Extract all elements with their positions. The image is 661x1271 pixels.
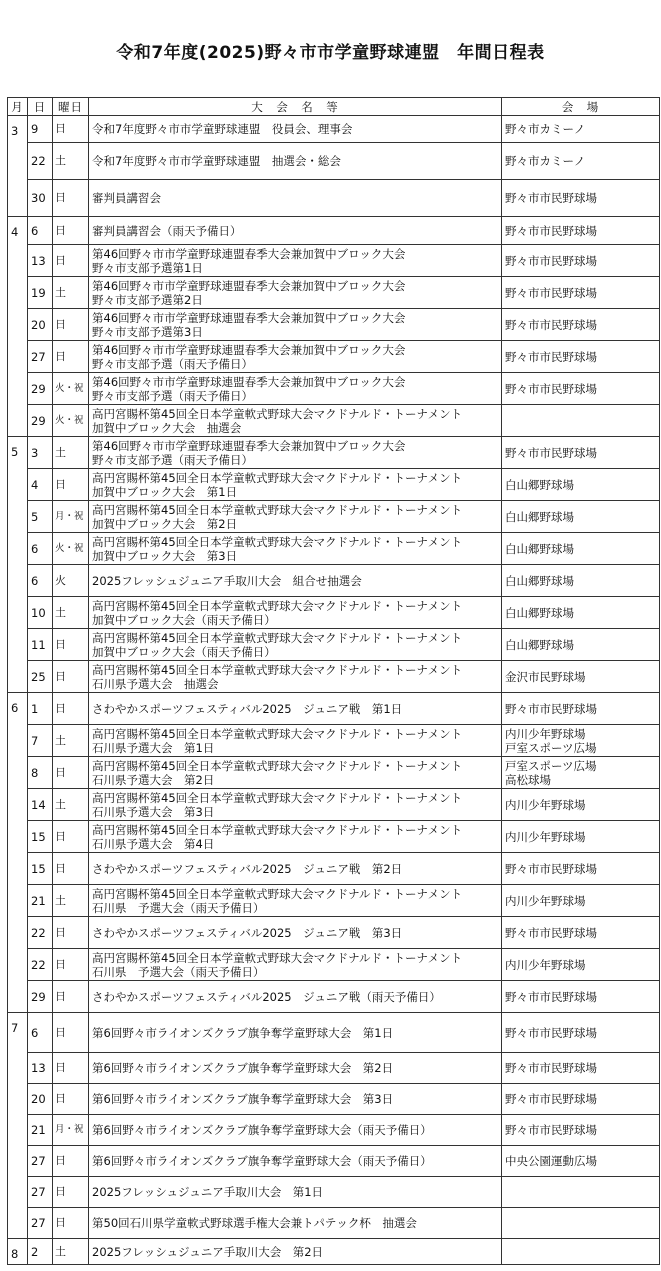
event-cell: 第46回野々市市学童野球連盟春季大会兼加賀中ブロック大会 野々市支部予選第3日 xyxy=(89,309,502,341)
event-cell: 高円宮賜杯第45回全日本学童軟式野球大会マクドナルド・トーナメント 石川県予選大会 抽選会 xyxy=(89,661,502,693)
venue-cell: 白山郷野球場 xyxy=(502,469,660,501)
table-row xyxy=(8,821,660,853)
table-row xyxy=(8,1115,660,1146)
table-row xyxy=(8,405,660,437)
event-cell: 2025フレッシュジュニア手取川大会 組合せ抽選会 xyxy=(89,565,502,597)
weekday-cell: 火・祝 xyxy=(53,533,89,565)
header-event: 大 会 名 等 xyxy=(89,98,502,116)
venue-cell: 戸室スポーツ広場 高松球場 xyxy=(502,757,660,789)
day-cell: 21 xyxy=(28,885,53,917)
weekday-cell: 火 xyxy=(53,565,89,597)
month-cell: 4 xyxy=(8,217,28,437)
event-cell: 高円宮賜杯第45回全日本学童軟式野球大会マクドナルド・トーナメント 加賀中ブロック大会（雨天予備日） xyxy=(89,629,502,661)
table-row xyxy=(8,217,660,245)
event-cell: 高円宮賜杯第45回全日本学童軟式野球大会マクドナルド・トーナメント 加賀中ブロック大会 第2日 xyxy=(89,501,502,533)
weekday-cell: 日 xyxy=(53,309,89,341)
table-row xyxy=(8,917,660,949)
weekday-cell: 日 xyxy=(53,1013,89,1053)
table-row xyxy=(8,693,660,725)
day-cell: 30 xyxy=(28,180,53,217)
day-cell: 15 xyxy=(28,853,53,885)
day-cell: 8 xyxy=(28,757,53,789)
weekday-cell: 日 xyxy=(53,1177,89,1208)
table-row xyxy=(8,1013,660,1053)
event-cell: さわやかスポーツフェスティバル2025 ジュニア戦 第1日 xyxy=(89,693,502,725)
venue-cell: 内川少年野球場 xyxy=(502,885,660,917)
venue-cell: 野々市市民野球場 xyxy=(502,693,660,725)
venue-cell: 内川少年野球場 xyxy=(502,789,660,821)
weekday-cell: 日 xyxy=(53,629,89,661)
weekday-cell: 日 xyxy=(53,949,89,981)
event-cell: 令和7年度野々市市学童野球連盟 抽選会・総会 xyxy=(89,143,502,180)
weekday-cell: 日 xyxy=(53,757,89,789)
table-row xyxy=(8,981,660,1013)
venue-cell: 野々市カミーノ xyxy=(502,143,660,180)
venue-cell: 内川少年野球場 xyxy=(502,949,660,981)
day-cell: 2 xyxy=(28,1239,53,1265)
event-cell: 2025フレッシュジュニア手取川大会 第1日 xyxy=(89,1177,502,1208)
month-cell: 7 xyxy=(8,1013,28,1239)
day-cell: 22 xyxy=(28,917,53,949)
day-cell: 6 xyxy=(28,533,53,565)
venue-cell xyxy=(502,1177,660,1208)
day-cell: 29 xyxy=(28,405,53,437)
weekday-cell: 日 xyxy=(53,981,89,1013)
venue-cell: 野々市市民野球場 xyxy=(502,341,660,373)
day-cell: 29 xyxy=(28,981,53,1013)
venue-cell: 中央公園運動広場 xyxy=(502,1146,660,1177)
event-cell: 高円宮賜杯第45回全日本学童軟式野球大会マクドナルド・トーナメント 加賀中ブロック大会（雨天予備日） xyxy=(89,597,502,629)
table-row xyxy=(8,629,660,661)
day-cell: 4 xyxy=(28,469,53,501)
weekday-cell: 日 xyxy=(53,1053,89,1084)
month-cell: 3 xyxy=(8,116,28,217)
venue-cell: 野々市市民野球場 xyxy=(502,1115,660,1146)
day-cell: 27 xyxy=(28,1177,53,1208)
event-cell: 第46回野々市市学童野球連盟春季大会兼加賀中ブロック大会 野々市支部予選第1日 xyxy=(89,245,502,277)
event-cell: 高円宮賜杯第45回全日本学童軟式野球大会マクドナルド・トーナメント 石川県予選大会 第3日 xyxy=(89,789,502,821)
event-cell: 第6回野々市ライオンズクラブ旗争奪学童野球大会 第1日 xyxy=(89,1013,502,1053)
venue-cell: 白山郷野球場 xyxy=(502,501,660,533)
header-day: 日 xyxy=(28,98,53,116)
event-cell: さわやかスポーツフェスティバル2025 ジュニア戦（雨天予備日） xyxy=(89,981,502,1013)
venue-cell: 野々市市民野球場 xyxy=(502,853,660,885)
header-venue: 会 場 xyxy=(502,98,660,116)
venue-cell: 野々市市民野球場 xyxy=(502,217,660,245)
weekday-cell: 土 xyxy=(53,885,89,917)
venue-cell: 野々市市民野球場 xyxy=(502,437,660,469)
day-cell: 11 xyxy=(28,629,53,661)
event-cell: 第46回野々市市学童野球連盟春季大会兼加賀中ブロック大会 野々市支部予選（雨天予備日） xyxy=(89,437,502,469)
event-cell: 高円宮賜杯第45回全日本学童軟式野球大会マクドナルド・トーナメント 石川県予選大会 第2日 xyxy=(89,757,502,789)
table-row xyxy=(8,789,660,821)
schedule-body xyxy=(8,116,660,1265)
day-cell: 15 xyxy=(28,821,53,853)
event-cell: 2025フレッシュジュニア手取川大会 第2日 xyxy=(89,1239,502,1265)
table-row xyxy=(8,853,660,885)
event-cell: 高円宮賜杯第45回全日本学童軟式野球大会マクドナルド・トーナメント 石川県 予選大会（雨天予備日） xyxy=(89,885,502,917)
page-title: 令和7年度(2025)野々市市学童野球連盟 年間日程表 xyxy=(116,43,545,63)
weekday-cell: 土 xyxy=(53,437,89,469)
venue-cell xyxy=(502,1239,660,1265)
event-cell: 高円宮賜杯第45回全日本学童軟式野球大会マクドナルド・トーナメント 加賀中ブロック大会 第3日 xyxy=(89,533,502,565)
table-row xyxy=(8,1053,660,1084)
event-cell: 第6回野々市ライオンズクラブ旗争奪学童野球大会（雨天予備日） xyxy=(89,1115,502,1146)
venue-cell xyxy=(502,405,660,437)
day-cell: 27 xyxy=(28,1208,53,1239)
header-weekday: 曜日 xyxy=(53,98,89,116)
weekday-cell: 日 xyxy=(53,917,89,949)
day-cell: 6 xyxy=(28,565,53,597)
day-cell: 13 xyxy=(28,245,53,277)
event-cell: 高円宮賜杯第45回全日本学童軟式野球大会マクドナルド・トーナメント 石川県 予選大会（雨天予備日） xyxy=(89,949,502,981)
weekday-cell: 土 xyxy=(53,277,89,309)
venue-cell: 野々市カミーノ xyxy=(502,116,660,143)
weekday-cell: 日 xyxy=(53,180,89,217)
day-cell: 10 xyxy=(28,597,53,629)
day-cell: 6 xyxy=(28,217,53,245)
day-cell: 7 xyxy=(28,725,53,757)
table-row xyxy=(8,309,660,341)
venue-cell: 野々市市民野球場 xyxy=(502,180,660,217)
venue-cell: 白山郷野球場 xyxy=(502,565,660,597)
day-cell: 25 xyxy=(28,661,53,693)
event-cell: 審判員講習会 xyxy=(89,180,502,217)
day-cell: 19 xyxy=(28,277,53,309)
day-cell: 20 xyxy=(28,1084,53,1115)
weekday-cell: 日 xyxy=(53,1084,89,1115)
table-row xyxy=(8,757,660,789)
event-cell: 第46回野々市市学童野球連盟春季大会兼加賀中ブロック大会 野々市支部予選第2日 xyxy=(89,277,502,309)
event-cell: 第46回野々市市学童野球連盟春季大会兼加賀中ブロック大会 野々市支部予選（雨天予備日） xyxy=(89,341,502,373)
event-cell: 第6回野々市ライオンズクラブ旗争奪学童野球大会 第2日 xyxy=(89,1053,502,1084)
day-cell: 3 xyxy=(28,437,53,469)
table-row xyxy=(8,1146,660,1177)
table-row xyxy=(8,116,660,143)
weekday-cell: 火・祝 xyxy=(53,373,89,405)
venue-cell: 野々市市民野球場 xyxy=(502,277,660,309)
header-row xyxy=(8,98,660,116)
event-cell: 高円宮賜杯第45回全日本学童軟式野球大会マクドナルド・トーナメント 石川県予選大会 第4日 xyxy=(89,821,502,853)
table-row xyxy=(8,565,660,597)
event-cell: 第50回石川県学童軟式野球選手権大会兼トパテック杯 抽選会 xyxy=(89,1208,502,1239)
table-row xyxy=(8,885,660,917)
weekday-cell: 月・祝 xyxy=(53,1115,89,1146)
weekday-cell: 日 xyxy=(53,661,89,693)
month-cell: 8 xyxy=(8,1239,28,1265)
weekday-cell: 土 xyxy=(53,725,89,757)
venue-cell: 野々市市民野球場 xyxy=(502,981,660,1013)
day-cell: 27 xyxy=(28,341,53,373)
table-row xyxy=(8,277,660,309)
weekday-cell: 日 xyxy=(53,1146,89,1177)
day-cell: 22 xyxy=(28,949,53,981)
weekday-cell: 日 xyxy=(53,217,89,245)
weekday-cell: 日 xyxy=(53,341,89,373)
venue-cell: 金沢市民野球場 xyxy=(502,661,660,693)
venue-cell: 内川少年野球場 戸室スポーツ広場 xyxy=(502,725,660,757)
table-row xyxy=(8,1177,660,1208)
event-cell: さわやかスポーツフェスティバル2025 ジュニア戦 第3日 xyxy=(89,917,502,949)
weekday-cell: 日 xyxy=(53,1208,89,1239)
venue-cell: 白山郷野球場 xyxy=(502,533,660,565)
weekday-cell: 火・祝 xyxy=(53,405,89,437)
table-row xyxy=(8,725,660,757)
weekday-cell: 日 xyxy=(53,116,89,143)
table-row xyxy=(8,1239,660,1265)
weekday-cell: 土 xyxy=(53,597,89,629)
venue-cell: 野々市市民野球場 xyxy=(502,1053,660,1084)
venue-cell xyxy=(502,1208,660,1239)
event-cell: 審判員講習会（雨天予備日） xyxy=(89,217,502,245)
day-cell: 22 xyxy=(28,143,53,180)
header-month: 月 xyxy=(8,98,28,116)
day-cell: 9 xyxy=(28,116,53,143)
venue-cell: 野々市市民野球場 xyxy=(502,1084,660,1115)
venue-cell: 野々市市民野球場 xyxy=(502,373,660,405)
weekday-cell: 日 xyxy=(53,853,89,885)
event-cell: 高円宮賜杯第45回全日本学童軟式野球大会マクドナルド・トーナメント 加賀中ブロック大会 抽選会 xyxy=(89,405,502,437)
day-cell: 6 xyxy=(28,1013,53,1053)
event-cell: 第6回野々市ライオンズクラブ旗争奪学童野球大会 第3日 xyxy=(89,1084,502,1115)
event-cell: 第6回野々市ライオンズクラブ旗争奪学童野球大会（雨天予備日） xyxy=(89,1146,502,1177)
table-row xyxy=(8,469,660,501)
day-cell: 27 xyxy=(28,1146,53,1177)
day-cell: 21 xyxy=(28,1115,53,1146)
event-cell: 高円宮賜杯第45回全日本学童軟式野球大会マクドナルド・トーナメント 加賀中ブロック大会 第1日 xyxy=(89,469,502,501)
table-row xyxy=(8,143,660,180)
weekday-cell: 日 xyxy=(53,821,89,853)
day-cell: 14 xyxy=(28,789,53,821)
table-row xyxy=(8,437,660,469)
day-cell: 20 xyxy=(28,309,53,341)
weekday-cell: 日 xyxy=(53,245,89,277)
table-row xyxy=(8,949,660,981)
venue-cell: 白山郷野球場 xyxy=(502,597,660,629)
table-row xyxy=(8,180,660,217)
venue-cell: 野々市市民野球場 xyxy=(502,245,660,277)
weekday-cell: 日 xyxy=(53,469,89,501)
schedule-table xyxy=(7,97,660,1265)
table-row xyxy=(8,533,660,565)
venue-cell: 野々市市民野球場 xyxy=(502,917,660,949)
weekday-cell: 土 xyxy=(53,1239,89,1265)
event-cell: 令和7年度野々市市学童野球連盟 役員会、理事会 xyxy=(89,116,502,143)
day-cell: 29 xyxy=(28,373,53,405)
event-cell: さわやかスポーツフェスティバル2025 ジュニア戦 第2日 xyxy=(89,853,502,885)
event-cell: 第46回野々市市学童野球連盟春季大会兼加賀中ブロック大会 野々市支部予選（雨天予備日） xyxy=(89,373,502,405)
venue-cell: 白山郷野球場 xyxy=(502,629,660,661)
venue-cell: 野々市市民野球場 xyxy=(502,309,660,341)
day-cell: 13 xyxy=(28,1053,53,1084)
table-row xyxy=(8,661,660,693)
month-cell: 5 xyxy=(8,437,28,693)
table-row xyxy=(8,501,660,533)
venue-cell: 野々市市民野球場 xyxy=(502,1013,660,1053)
table-row xyxy=(8,373,660,405)
table-row xyxy=(8,341,660,373)
month-cell: 6 xyxy=(8,693,28,1013)
day-cell: 5 xyxy=(28,501,53,533)
table-row xyxy=(8,1084,660,1115)
weekday-cell: 月・祝 xyxy=(53,501,89,533)
table-row xyxy=(8,245,660,277)
table-row xyxy=(8,1208,660,1239)
day-cell: 1 xyxy=(28,693,53,725)
table-row xyxy=(8,597,660,629)
weekday-cell: 土 xyxy=(53,789,89,821)
venue-cell: 内川少年野球場 xyxy=(502,821,660,853)
weekday-cell: 日 xyxy=(53,693,89,725)
event-cell: 高円宮賜杯第45回全日本学童軟式野球大会マクドナルド・トーナメント 石川県予選大会 第1日 xyxy=(89,725,502,757)
weekday-cell: 土 xyxy=(53,143,89,180)
